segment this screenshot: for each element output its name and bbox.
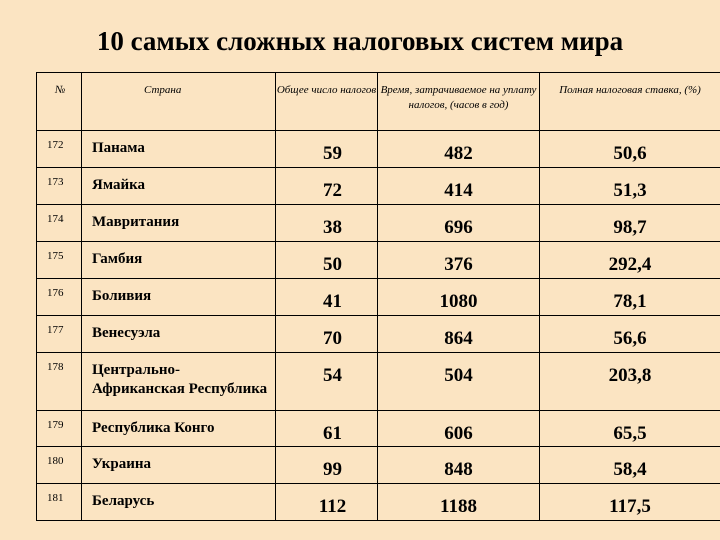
country-cell: Мавритания: [82, 205, 276, 242]
taxes-cell: 54: [276, 353, 378, 411]
header-taxes: Общее число налогов: [276, 73, 378, 131]
taxes-cell: 61: [276, 411, 378, 447]
taxes-cell: 38: [276, 205, 378, 242]
country-cell: Беларусь: [82, 484, 276, 521]
rate-cell: 51,3: [540, 168, 720, 205]
table-row: [37, 447, 720, 484]
time-cell: 376: [378, 242, 540, 279]
rate-cell: 78,1: [540, 279, 720, 316]
rank-cell: 177: [37, 316, 82, 353]
rank-cell: 172: [37, 131, 82, 168]
rank-cell: 173: [37, 168, 82, 205]
page-title: 10 самых сложных налоговых систем мира: [96, 26, 624, 56]
header-rate: Полная налоговая ставка, (%): [540, 73, 720, 131]
country-cell: Ямайка: [82, 168, 276, 205]
header-num: №: [37, 73, 82, 131]
tax-table: [36, 72, 720, 521]
rank-cell: 178: [37, 353, 82, 411]
time-cell: 482: [378, 131, 540, 168]
rate-cell: 117,5: [540, 484, 720, 521]
taxes-cell: 72: [276, 168, 378, 205]
taxes-cell: 41: [276, 279, 378, 316]
country-cell: Украина: [82, 447, 276, 484]
rate-cell: 98,7: [540, 205, 720, 242]
country-cell: Республика Конго: [82, 411, 276, 447]
rank-cell: 176: [37, 279, 82, 316]
table-row: [37, 242, 720, 279]
rate-cell: 292,4: [540, 242, 720, 279]
time-cell: 848: [378, 447, 540, 484]
table-row: [37, 353, 720, 411]
taxes-cell: 99: [276, 447, 378, 484]
time-cell: 606: [378, 411, 540, 447]
rank-cell: 181: [37, 484, 82, 521]
country-cell: Боливия: [82, 279, 276, 316]
time-cell: 696: [378, 205, 540, 242]
taxes-cell: 70: [276, 316, 378, 353]
taxes-cell: 50: [276, 242, 378, 279]
rank-cell: 179: [37, 411, 82, 447]
time-cell: 864: [378, 316, 540, 353]
time-cell: 414: [378, 168, 540, 205]
rate-cell: 56,6: [540, 316, 720, 353]
header-country: Страна: [82, 73, 276, 131]
country-cell: Венесуэла: [82, 316, 276, 353]
rate-cell: 65,5: [540, 411, 720, 447]
time-cell: 1080: [378, 279, 540, 316]
rank-cell: 175: [37, 242, 82, 279]
rank-cell: 180: [37, 447, 82, 484]
header-row: [37, 73, 720, 131]
rate-cell: 203,8: [540, 353, 720, 411]
rank-cell: 174: [37, 205, 82, 242]
taxes-cell: 112: [276, 484, 378, 521]
rate-cell: 58,4: [540, 447, 720, 484]
table-row: [37, 205, 720, 242]
time-cell: 1188: [378, 484, 540, 521]
rate-cell: 50,6: [540, 131, 720, 168]
country-cell: Гамбия: [82, 242, 276, 279]
table-row: [37, 484, 720, 521]
header-time: Время, затрачиваемое на уплату налогов, (часов в год): [378, 73, 540, 131]
country-cell: Панама: [82, 131, 276, 168]
table-row: [37, 411, 720, 447]
time-cell: 504: [378, 353, 540, 411]
table-row: [37, 131, 720, 168]
taxes-cell: 59: [276, 131, 378, 168]
table-row: [37, 279, 720, 316]
table-row: [37, 168, 720, 205]
country-cell: Центрально-Африканская Республика: [82, 353, 276, 411]
table-row: [37, 316, 720, 353]
